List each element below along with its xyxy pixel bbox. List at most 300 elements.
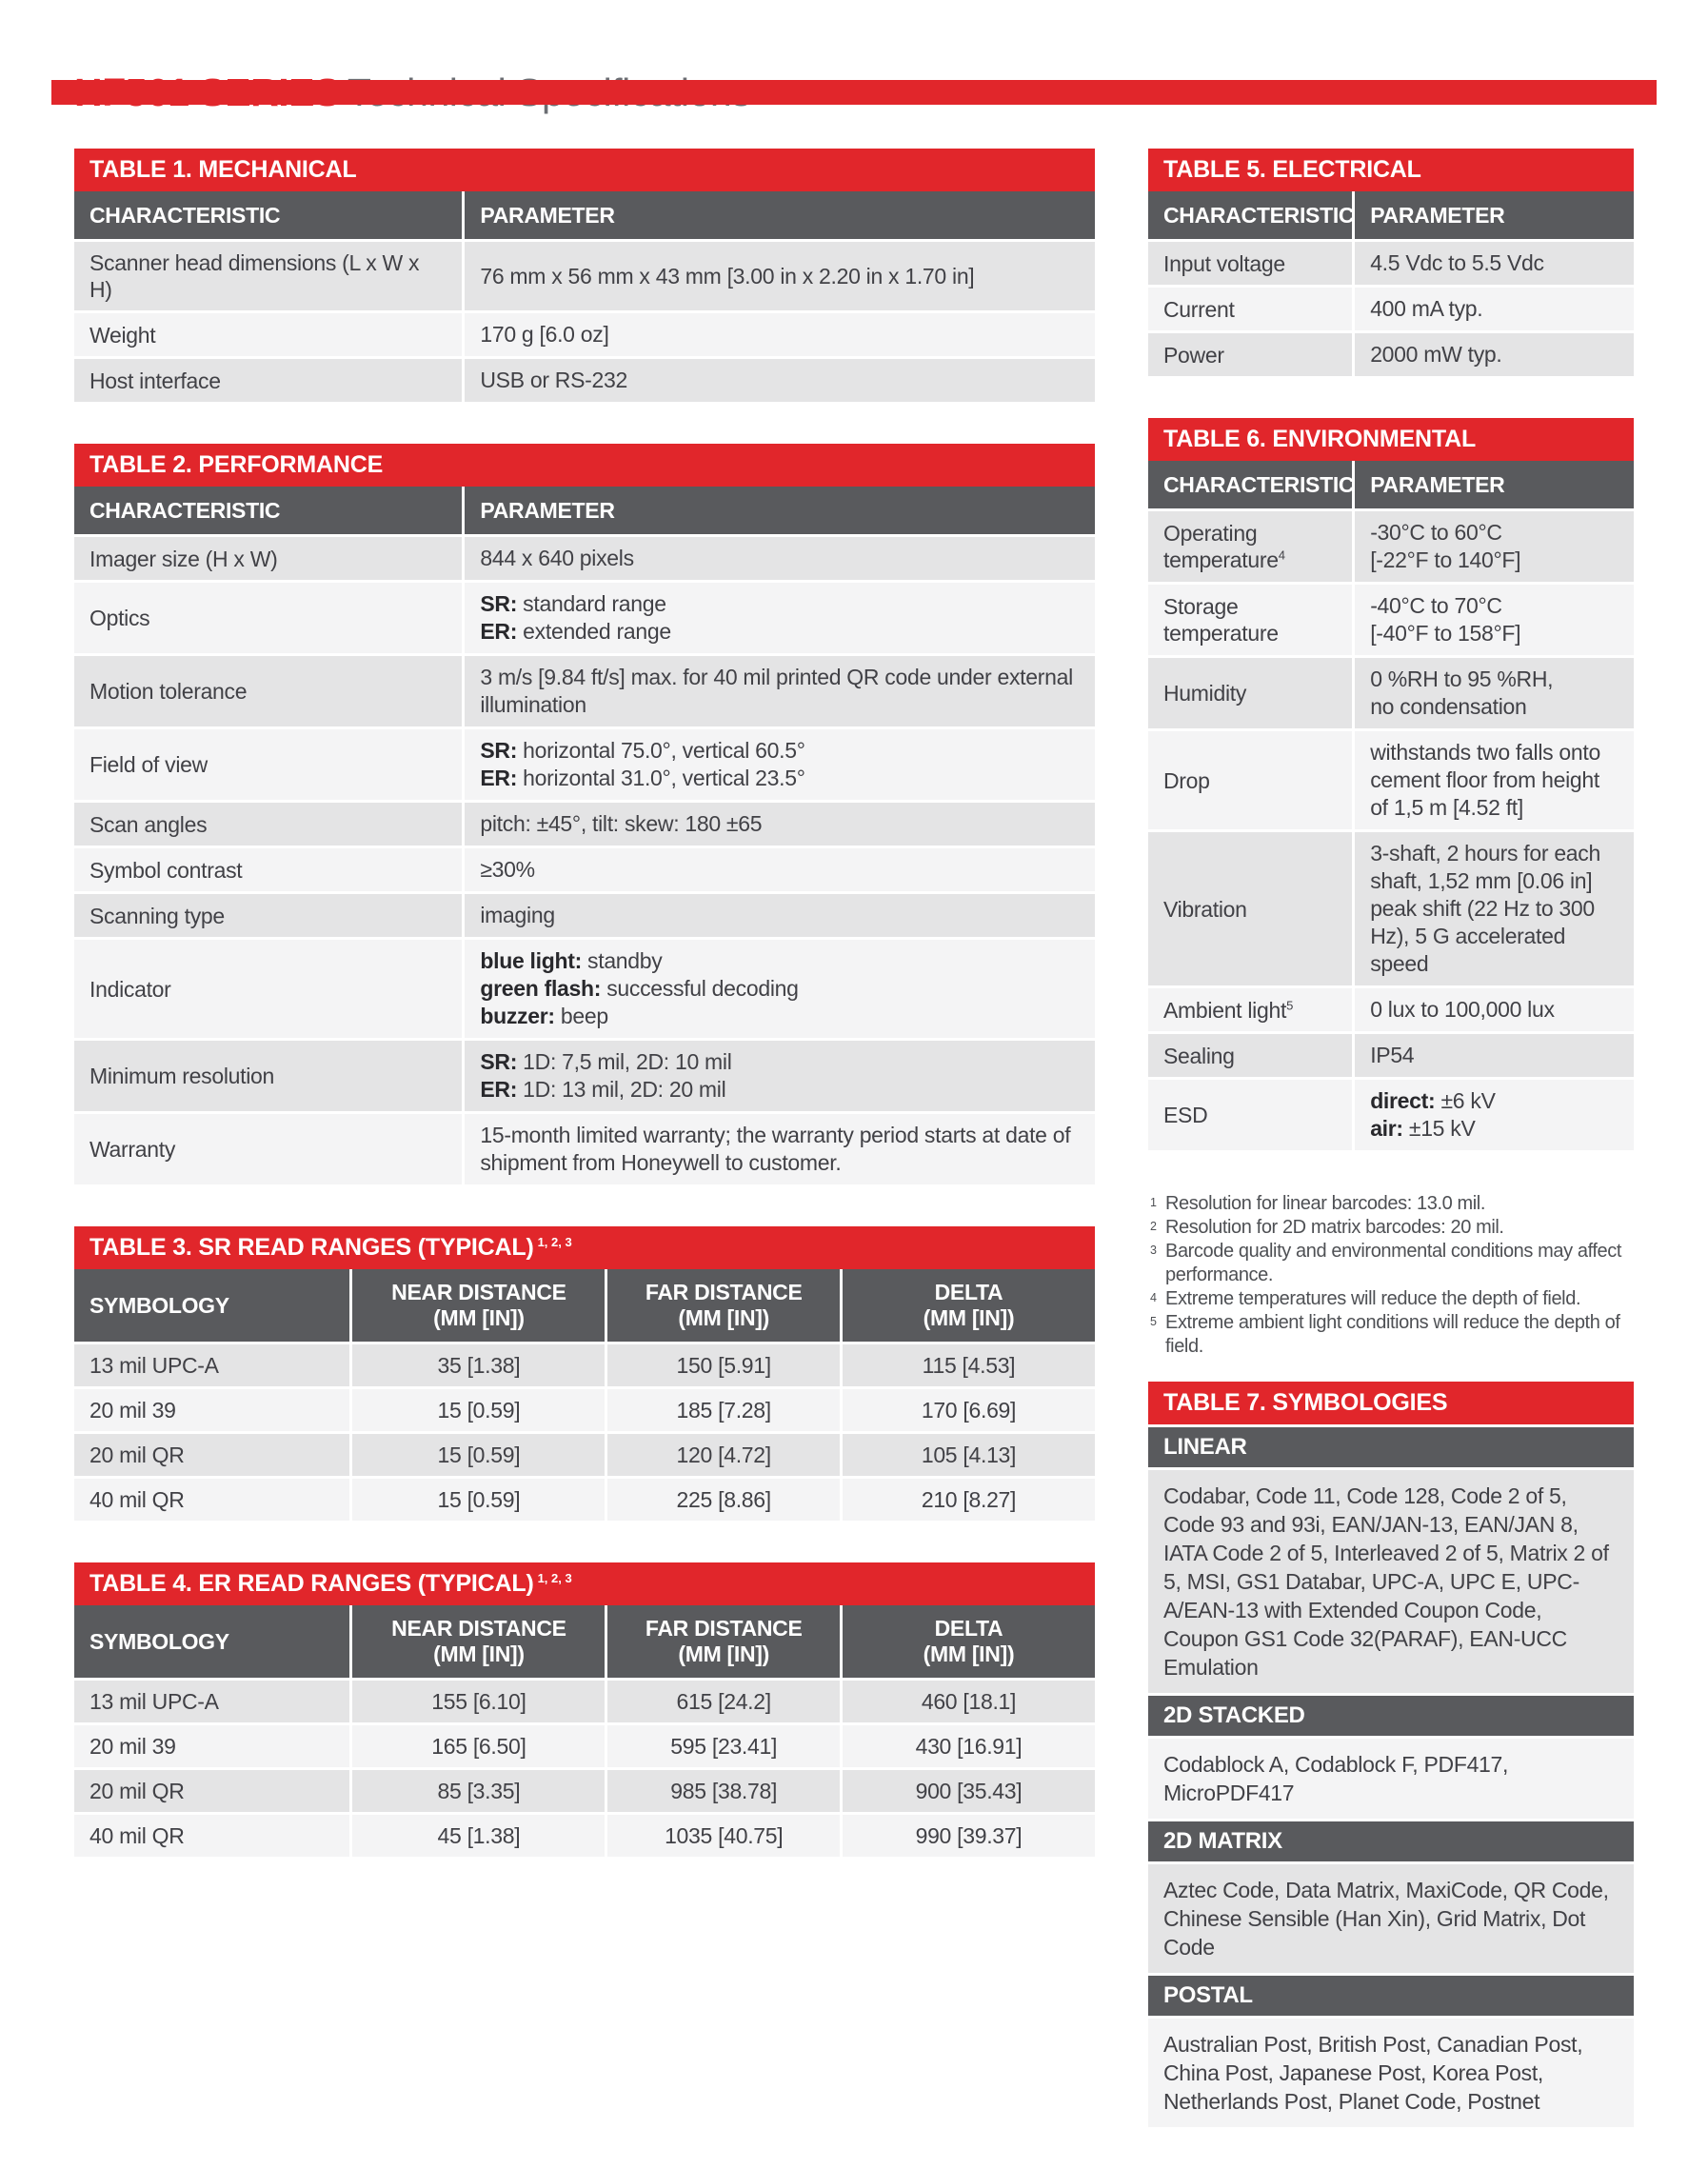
footnote-text: Resolution for linear barcodes: 13.0 mil.: [1165, 1193, 1486, 1214]
parameter-bold-label: SR:: [480, 738, 518, 763]
characteristic-label: Sealing: [1163, 1043, 1235, 1068]
table-row: [1148, 655, 1634, 728]
parameter-line: [1370, 592, 1619, 620]
symbology-section-label: 2D MATRIX: [1148, 1819, 1634, 1861]
table-row: [74, 1431, 1095, 1476]
parameter-line: [480, 545, 1080, 572]
characteristic-cell: [1148, 658, 1352, 728]
column-header-line: (MM [IN]): [923, 1305, 1015, 1330]
parameter-line: [480, 1048, 1080, 1076]
table-title: [74, 1226, 1095, 1269]
characteristic-label: Field of view: [89, 752, 208, 777]
column-header-row: [74, 487, 1095, 534]
distance-cell: 85 [3.35]: [349, 1770, 605, 1812]
parameter-cell: [462, 656, 1095, 726]
characteristic-label: Scanner head dimensions (L x W x H): [89, 250, 420, 302]
table-row: [74, 1111, 1095, 1184]
distance-cell: 985 [38.78]: [605, 1770, 840, 1812]
distance-cell: 35 [1.38]: [349, 1344, 605, 1386]
footnote-ref: 5: [1286, 997, 1294, 1012]
parameter-text: -30°C to 60°C: [1370, 520, 1502, 545]
distance-cell: 185 [7.28]: [605, 1389, 840, 1431]
distance-cell: 45 [1.38]: [349, 1815, 605, 1857]
table-electrical: [1148, 149, 1634, 376]
parameter-line: [480, 618, 1080, 646]
table-row: [74, 1386, 1095, 1431]
symbology-cell: 20 mil 39: [89, 1397, 176, 1423]
content-columns: [74, 149, 1634, 2169]
characteristic-cell: [1148, 242, 1352, 285]
characteristic-label: Humidity: [1163, 681, 1247, 706]
characteristic-label: Scan angles: [89, 811, 208, 837]
table-title-text: TABLE 5. ELECTRICAL: [1163, 156, 1421, 183]
table-row: [74, 1767, 1095, 1812]
column-header-parameter: PARAMETER: [1352, 191, 1634, 239]
symbology-cell: 13 mil UPC-A: [89, 1352, 219, 1378]
parameter-line: [480, 975, 1080, 1003]
table-row: [74, 534, 1095, 580]
characteristic-cell: [74, 313, 462, 356]
table-row: [74, 239, 1095, 310]
distance-cell: 15 [0.59]: [349, 1434, 605, 1476]
parameter-text: pitch: ±45°, tilt: skew: 180 ±65: [480, 811, 763, 836]
parameter-cell: [462, 894, 1095, 937]
footnote: [1148, 1311, 1634, 1359]
parameter-text: 1D: 7,5 mil, 2D: 10 mil: [517, 1049, 732, 1074]
symbology-section-label: 2D STACKED: [1148, 1693, 1634, 1736]
distance-cell: 1035 [40.75]: [605, 1815, 840, 1857]
parameter-text: 3 m/s [9.84 ft/s] max. for 40 mil printed QR code under external illumination: [480, 665, 1073, 717]
parameter-line: [480, 737, 1080, 765]
characteristic-cell: [74, 894, 462, 937]
footnote-text: Barcode quality and environmental conditions may affect performance.: [1165, 1241, 1622, 1285]
parameter-cell: [462, 537, 1095, 580]
table-title-footnote-refs: 1, 2, 3: [537, 1571, 572, 1585]
table-sr-read-ranges: [74, 1226, 1095, 1521]
symbology-cell: 20 mil 39: [89, 1733, 176, 1759]
table-row: [74, 310, 1095, 356]
distance-cell: 170 [6.69]: [840, 1389, 1095, 1431]
parameter-line: [1370, 1115, 1619, 1143]
column-header-line: (MM [IN]): [433, 1642, 525, 1666]
column-header: [349, 1605, 605, 1678]
parameter-bold-label: SR:: [480, 591, 518, 616]
characteristic-label: Operating temperature$^4$: [1163, 521, 1285, 572]
parameter-line: [480, 367, 1080, 394]
table-title-footnote-refs: 1, 2, 3: [537, 1235, 572, 1249]
parameter-line: [480, 765, 1080, 792]
characteristic-cell: [74, 242, 462, 310]
distance-cell: 460 [18.1]: [840, 1681, 1095, 1722]
table-body: [1148, 508, 1634, 1150]
column-header-line: (MM [IN]): [923, 1642, 1015, 1666]
column-header: [74, 1269, 349, 1342]
parameter-cell: [462, 1041, 1095, 1111]
table-row: [74, 1812, 1095, 1857]
parameter-cell: [1352, 832, 1634, 985]
footnote-number: 1: [1150, 1196, 1157, 1209]
parameter-text: 76 mm x 56 mm x 43 mm [3.00 in x 2.20 in x 1.70 in]: [480, 263, 975, 289]
column-header-parameter: PARAMETER: [462, 191, 1095, 239]
parameter-bold-label: blue light:: [480, 948, 582, 973]
parameter-line: [480, 1122, 1080, 1177]
parameter-cell: [462, 242, 1095, 310]
parameter-cell: [462, 583, 1095, 653]
parameter-text: ≥30%: [480, 857, 535, 882]
parameter-line: [480, 902, 1080, 929]
characteristic-cell: [74, 656, 462, 726]
table-title: [1148, 418, 1634, 461]
table-title-text: TABLE 2. PERFORMANCE: [89, 451, 384, 478]
footnote-text: Extreme temperatures will reduce the depth of field.: [1165, 1288, 1581, 1309]
distance-cell: 115 [4.53]: [840, 1344, 1095, 1386]
parameter-cell: [462, 940, 1095, 1038]
symbology-list: Australian Post, British Post, Canadian Post, China Post, Japanese Post, Korea Post, Netherlands Post, Planet Code, Postnet: [1148, 2016, 1634, 2127]
footnote-number: 4: [1150, 1291, 1157, 1304]
column-header: [605, 1269, 840, 1342]
parameter-text: standby: [581, 948, 663, 973]
table-body: [74, 1678, 1095, 1857]
parameter-cell: [1352, 242, 1634, 285]
column-header-line: DELTA: [934, 1616, 1003, 1641]
parameter-line: [480, 856, 1080, 884]
table-row: [74, 891, 1095, 937]
parameter-cell: [462, 803, 1095, 846]
footnote: [1148, 1287, 1634, 1311]
symbology-list: Codabar, Code 11, Code 128, Code 2 of 5, Code 93 and 93i, EAN/JAN-13, EAN/JAN 8, IATA Code 2 of 5, Interleaved 2 of 5, Matrix 2 of 5, MSI, GS1 Databar, UPC-A, UPC E, UPC-A/EAN-13 with Extended Coupon Code, Coupon GS1 Code 32(PARAF), EAN-UCC Emulation: [1148, 1467, 1634, 1693]
characteristic-cell: [1148, 1034, 1352, 1077]
table-row: [1148, 985, 1634, 1031]
column-header: [840, 1269, 1095, 1342]
characteristic-label: ESD: [1163, 1103, 1208, 1127]
characteristic-cell: [74, 940, 462, 1038]
parameter-text: 170 g [6.0 oz]: [480, 322, 609, 347]
parameter-cell: [462, 729, 1095, 800]
column-header-line: SYMBOLOGY: [89, 1628, 229, 1654]
column-header-parameter: PARAMETER: [462, 487, 1095, 534]
parameter-text: extended range: [517, 619, 671, 644]
table-row: [1148, 330, 1634, 376]
parameter-cell: [1352, 511, 1634, 582]
table-row: [1148, 239, 1634, 285]
column-header-row: [1148, 461, 1634, 508]
parameter-text: 400 mA typ.: [1370, 296, 1483, 321]
table-title-text: TABLE 3. SR READ RANGES (TYPICAL): [89, 1234, 534, 1261]
footnote: [1148, 1192, 1634, 1216]
column-header-line: FAR DISTANCE: [645, 1616, 803, 1641]
table-title: [74, 1562, 1095, 1605]
distance-cell: 900 [35.43]: [840, 1770, 1095, 1812]
parameter-line: [480, 1003, 1080, 1030]
distance-cell: 15 [0.59]: [349, 1479, 605, 1521]
parameter-line: [1370, 249, 1619, 277]
column-header-row: [74, 191, 1095, 239]
parameter-cell: [462, 848, 1095, 891]
parameter-cell: [462, 313, 1095, 356]
parameter-cell: [1352, 333, 1634, 376]
column-header: [605, 1605, 840, 1678]
parameter-cell: [462, 359, 1095, 402]
characteristic-cell: [74, 848, 462, 891]
parameter-text: 844 x 640 pixels: [480, 546, 634, 570]
parameter-line: [480, 590, 1080, 618]
characteristic-cell: [74, 729, 462, 800]
parameter-text: [-40°F to 158°F]: [1370, 621, 1521, 646]
table-row: [74, 937, 1095, 1038]
table-symbologies: [1148, 1382, 1634, 2127]
table-row: [74, 800, 1095, 846]
characteristic-label: Scanning type: [89, 903, 225, 928]
parameter-bold-label: ER:: [480, 766, 518, 790]
distance-cell: 210 [8.27]: [840, 1479, 1095, 1521]
parameter-bold-label: buzzer:: [480, 1004, 555, 1028]
parameter-line: [480, 810, 1080, 838]
symbology-section-label: LINEAR: [1148, 1424, 1634, 1467]
table-row: [74, 1678, 1095, 1722]
parameter-line: [480, 263, 1080, 290]
column-header-line: FAR DISTANCE: [645, 1280, 803, 1304]
characteristic-label: Host interface: [89, 368, 221, 393]
table-title-text: TABLE 4. ER READ RANGES (TYPICAL): [89, 1570, 534, 1597]
distance-cell: 595 [23.41]: [605, 1725, 840, 1767]
parameter-bold-label: SR:: [480, 1049, 518, 1074]
footnote-text: Extreme ambient light conditions will reduce the depth of field.: [1165, 1312, 1620, 1357]
parameter-line: [480, 664, 1080, 719]
column-header-line: (MM [IN]): [678, 1642, 770, 1666]
footnotes: [1148, 1192, 1634, 1359]
parameter-line: [1370, 295, 1619, 323]
parameter-text: 1D: 13 mil, 2D: 20 mil: [517, 1077, 726, 1102]
column-header-line: SYMBOLOGY: [89, 1292, 229, 1318]
column-header-row: [74, 1269, 1095, 1342]
parameter-text: beep: [554, 1004, 608, 1028]
characteristic-cell: [1148, 511, 1352, 582]
parameter-text: 0 %RH to 95 %RH,: [1370, 667, 1554, 691]
symbology-list: Aztec Code, Data Matrix, MaxiCode, QR Code, Chinese Sensible (Han Xin), Grid Matrix, Dot Code: [1148, 1861, 1634, 1973]
parameter-text: ±6 kV: [1435, 1088, 1496, 1113]
table-environmental: [1148, 418, 1634, 1150]
parameter-bold-label: green flash:: [480, 976, 602, 1001]
parameter-line: [480, 1076, 1080, 1104]
parameter-text: 15-month limited warranty; the warranty period starts at date of shipment from Honeywell to customer.: [480, 1123, 1071, 1175]
table-title-text: TABLE 6. ENVIRONMENTAL: [1163, 426, 1477, 452]
parameter-line: [480, 321, 1080, 348]
right-column: [1148, 149, 1634, 2169]
column-header-characteristic: CHARACTERISTIC: [1163, 471, 1355, 497]
table-performance: [74, 444, 1095, 1184]
parameter-text: standard range: [517, 591, 666, 616]
table-title: [1148, 149, 1634, 191]
characteristic-cell: [1148, 288, 1352, 330]
table-row: [74, 726, 1095, 800]
column-header-characteristic: CHARACTERISTIC: [1163, 202, 1355, 228]
characteristic-cell: [1148, 988, 1352, 1031]
symbology-cell: 40 mil QR: [89, 1822, 185, 1848]
characteristic-cell: [1148, 731, 1352, 829]
column-header: [349, 1269, 605, 1342]
column-header-characteristic: CHARACTERISTIC: [89, 497, 281, 523]
characteristic-label: Input voltage: [1163, 250, 1285, 276]
parameter-line: [1370, 739, 1619, 822]
distance-cell: 150 [5.91]: [605, 1344, 840, 1386]
parameter-line: [1370, 620, 1619, 647]
table-row: [1148, 582, 1634, 655]
footnote-ref: 4: [1278, 547, 1285, 563]
characteristic-cell: [74, 583, 462, 653]
parameter-text: [-22°F to 140°F]: [1370, 547, 1521, 572]
symbology-cell: 20 mil QR: [89, 1442, 185, 1467]
table-row: [74, 1342, 1095, 1386]
footnote: [1148, 1240, 1634, 1287]
parameter-text: horizontal 75.0°, vertical 60.5°: [517, 738, 805, 763]
characteristic-label: Minimum resolution: [89, 1064, 274, 1088]
parameter-line: [480, 947, 1080, 975]
table-er-read-ranges: [74, 1562, 1095, 1857]
footnote-number: 2: [1150, 1220, 1157, 1233]
characteristic-cell: [1148, 1080, 1352, 1150]
characteristic-label: Current: [1163, 296, 1235, 322]
table-mechanical: [74, 149, 1095, 402]
characteristic-label: Drop: [1163, 767, 1210, 793]
datasheet-page: [0, 70, 1708, 2166]
table-row: [1148, 1077, 1634, 1150]
table-body: [1148, 239, 1634, 376]
parameter-text: IP54: [1370, 1043, 1415, 1067]
column-header-line: (MM [IN]): [678, 1305, 770, 1330]
table-title-text: TABLE 7. SYMBOLOGIES: [1163, 1389, 1448, 1416]
symbology-list: Codablock A, Codablock F, PDF417, MicroPDF417: [1148, 1736, 1634, 1819]
parameter-text: 0 lux to 100,000 lux: [1370, 997, 1555, 1022]
footnote-number: 3: [1150, 1244, 1157, 1257]
parameter-cell: [1352, 585, 1634, 655]
characteristic-cell: [74, 537, 462, 580]
footnote-number: 5: [1150, 1315, 1157, 1328]
characteristic-label: Warranty: [89, 1137, 176, 1162]
characteristic-cell: [74, 1041, 462, 1111]
characteristic-label: Vibration: [1163, 896, 1247, 922]
parameter-line: [1370, 840, 1619, 978]
table-row: [1148, 285, 1634, 330]
footnote: [1148, 1216, 1634, 1240]
column-header-line: NEAR DISTANCE: [391, 1616, 566, 1641]
parameter-line: [1370, 996, 1619, 1024]
characteristic-label: Optics: [89, 606, 150, 630]
distance-cell: 105 [4.13]: [840, 1434, 1095, 1476]
top-red-bar: [51, 80, 1657, 105]
parameter-line: [1370, 547, 1619, 574]
column-header-row: [1148, 191, 1634, 239]
parameter-line: [1370, 1042, 1619, 1069]
symbology-cell: 20 mil QR: [89, 1778, 185, 1803]
distance-cell: 225 [8.86]: [605, 1479, 840, 1521]
table-body: [74, 239, 1095, 402]
parameter-bold-label: ER:: [480, 1077, 518, 1102]
column-header: [840, 1605, 1095, 1678]
parameter-cell: [1352, 988, 1634, 1031]
characteristic-label: Power: [1163, 342, 1224, 368]
characteristic-label: Ambient light$^5$: [1163, 997, 1294, 1023]
distance-cell: 120 [4.72]: [605, 1434, 840, 1476]
parameter-line: [1370, 519, 1619, 547]
symbology-cell: 13 mil UPC-A: [89, 1688, 219, 1714]
table-body: [74, 534, 1095, 1184]
column-header-parameter: PARAMETER: [1352, 461, 1634, 508]
characteristic-cell: [1148, 333, 1352, 376]
table-row: [74, 356, 1095, 402]
left-column: [74, 149, 1095, 1899]
parameter-line: [1370, 666, 1619, 693]
table-row: [74, 1038, 1095, 1111]
parameter-text: 3-shaft, 2 hours for each shaft, 1,52 mm [0.06 in] peak shift (22 Hz to 300 Hz), 5 G accelerated speed: [1370, 841, 1600, 976]
parameter-line: [1370, 341, 1619, 368]
parameter-bold-label: air:: [1370, 1116, 1403, 1141]
symbology-cell: 40 mil QR: [89, 1486, 185, 1512]
distance-cell: 430 [16.91]: [840, 1725, 1095, 1767]
parameter-text: ±15 kV: [1402, 1116, 1476, 1141]
characteristic-cell: [74, 803, 462, 846]
table-title: [1148, 1382, 1634, 1424]
distance-cell: 155 [6.10]: [349, 1681, 605, 1722]
parameter-cell: [1352, 288, 1634, 330]
parameter-text: horizontal 31.0°, vertical 23.5°: [517, 766, 805, 790]
parameter-line: [1370, 1087, 1619, 1115]
parameter-text: withstands two falls onto cement floor from height of 1,5 m [4.52 ft]: [1370, 740, 1600, 820]
table-row: [74, 1722, 1095, 1767]
column-header-row: [74, 1605, 1095, 1678]
column-header-line: DELTA: [934, 1280, 1003, 1304]
parameter-text: no condensation: [1370, 694, 1527, 719]
characteristic-cell: [1148, 585, 1352, 655]
characteristic-label: Storage temperature: [1163, 594, 1279, 646]
parameter-text: successful decoding: [601, 976, 799, 1001]
table-row: [1148, 728, 1634, 829]
distance-cell: 165 [6.50]: [349, 1725, 605, 1767]
characteristic-label: Imager size (H x W): [89, 546, 278, 571]
table-title-text: TABLE 1. MECHANICAL: [89, 156, 357, 183]
characteristic-cell: [1148, 832, 1352, 985]
characteristic-label: Motion tolerance: [89, 679, 248, 704]
table-row: [74, 1476, 1095, 1521]
table-row: [74, 653, 1095, 726]
table-row: [1148, 508, 1634, 582]
characteristic-cell: [74, 359, 462, 402]
parameter-cell: [462, 1114, 1095, 1184]
parameter-bold-label: direct:: [1370, 1088, 1436, 1113]
table-row: [74, 846, 1095, 891]
parameter-cell: [1352, 731, 1634, 829]
distance-cell: 15 [0.59]: [349, 1389, 605, 1431]
characteristic-label: Weight: [89, 322, 156, 348]
characteristic-label: Indicator: [89, 976, 171, 1002]
column-header-line: NEAR DISTANCE: [391, 1280, 566, 1304]
table-row: [74, 580, 1095, 653]
parameter-text: USB or RS-232: [480, 368, 627, 392]
column-header-characteristic: CHARACTERISTIC: [89, 202, 281, 228]
characteristic-label: Symbol contrast: [89, 857, 243, 883]
parameter-text: 2000 mW typ.: [1370, 342, 1502, 367]
table-row: [1148, 829, 1634, 985]
parameter-text: -40°C to 70°C: [1370, 593, 1502, 618]
column-header-line: (MM [IN]): [433, 1305, 525, 1330]
distance-cell: 990 [39.37]: [840, 1815, 1095, 1857]
parameter-text: 4.5 Vdc to 5.5 Vdc: [1370, 250, 1544, 275]
parameter-cell: [1352, 658, 1634, 728]
parameter-cell: [1352, 1080, 1634, 1150]
table-body: [74, 1342, 1095, 1521]
column-header: [74, 1605, 349, 1678]
table-title: [74, 149, 1095, 191]
characteristic-cell: [74, 1114, 462, 1184]
